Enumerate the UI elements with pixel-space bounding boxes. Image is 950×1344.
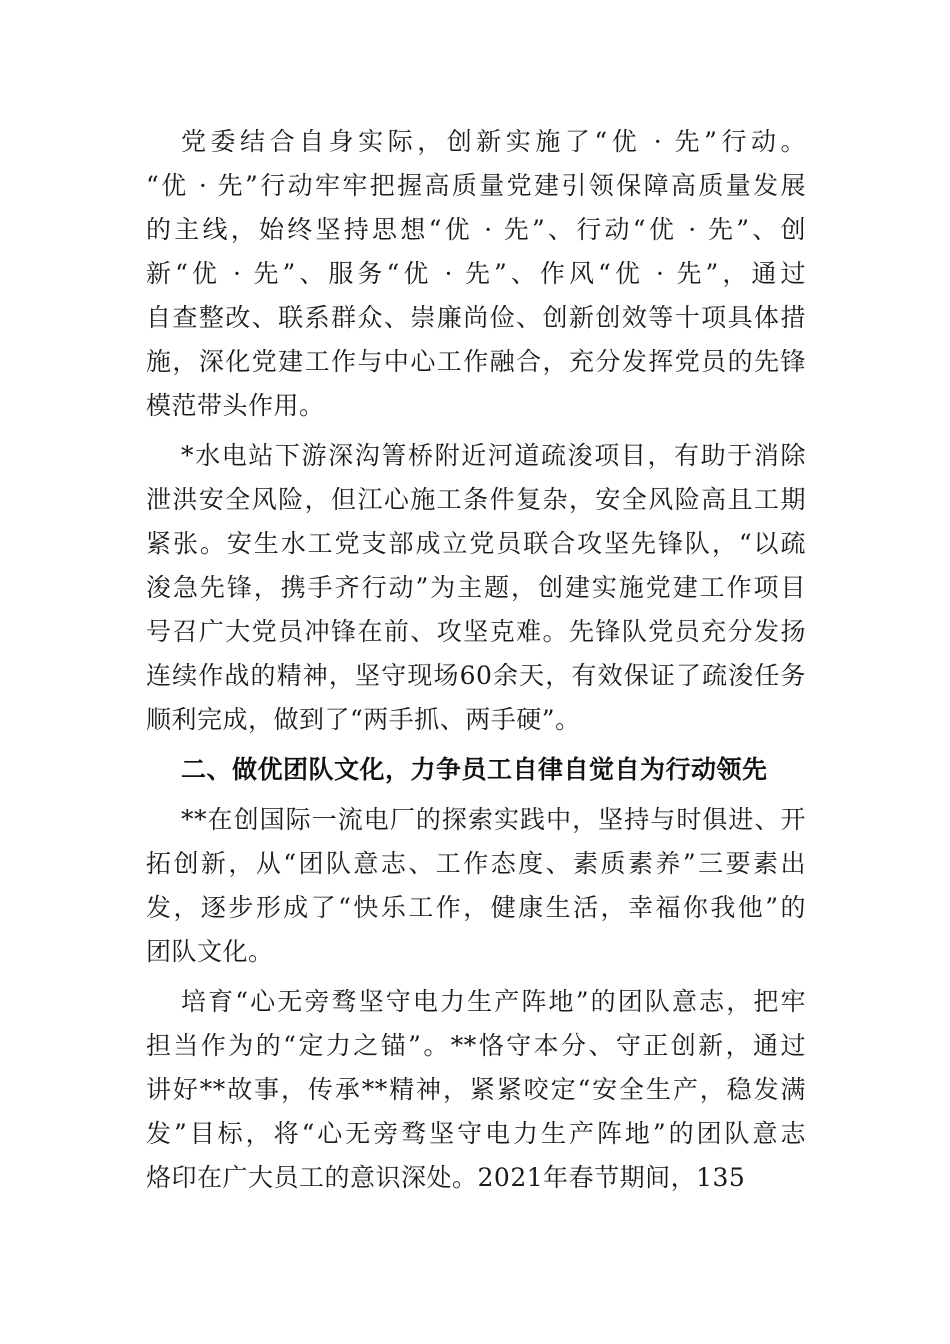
text-line: 模范带头作用。 <box>146 391 325 420</box>
text-line: **在创国际一流电厂的探索实践中，坚持与时俱进、开 <box>181 805 806 834</box>
text-line: 党委结合自身实际，创新实施了“优 · 先”行动。 <box>181 127 806 156</box>
text-line: 发”目标，将“心无旁骛坚守电力生产阵地”的团队意志 <box>146 1119 806 1148</box>
text-line: 烙印在广大员工的意识深处。2021年春节期间，135 <box>146 1163 746 1192</box>
text-line: 泄洪安全风险，但江心施工条件复杂，安全风险高且工期 <box>146 485 806 514</box>
text-line: 团队文化。 <box>146 937 274 966</box>
text-line: 号召广大党员冲锋在前、攻坚克难。先锋队党员充分发扬 <box>146 617 806 646</box>
text-line: 培育“心无旁骛坚守电力生产阵地”的团队意志，把牢 <box>181 987 806 1016</box>
text-line: 讲好**故事，传承**精神，紧紧咬定“安全生产，稳发满 <box>146 1075 806 1104</box>
text-line: 拓创新，从“团队意志、工作态度、素质素养”三要素出 <box>146 849 806 878</box>
text-line: 发，逐步形成了“快乐工作，健康生活，幸福你我他”的 <box>146 893 806 922</box>
text-line: 施，深化党建工作与中心工作融合，充分发挥党员的先锋 <box>146 347 806 376</box>
section-heading: 二、做优团队文化，力争员工自律自觉自为行动领先 <box>181 755 768 784</box>
text-line: 担当作为的“定力之锚”。**恪守本分、守正创新，通过 <box>146 1031 806 1060</box>
text-line: 自查整改、联系群众、崇廉尚俭、创新创效等十项具体措 <box>146 303 806 332</box>
text-line: 连续作战的精神，坚守现场60余天，有效保证了疏浚任务 <box>146 661 806 690</box>
text-line: 新“优 · 先”、服务“优 · 先”、作风“优 · 先”，通过 <box>146 259 806 288</box>
text-line: 顺利完成，做到了“两手抓、两手硬”。 <box>146 705 581 734</box>
text-line: 紧张。安生水工党支部成立党员联合攻坚先锋队，“以疏 <box>146 529 806 558</box>
text-line: 的主线，始终坚持思想“优 · 先”、行动“优 · 先”、创 <box>146 215 806 244</box>
text-line: “优 · 先”行动牢牢把握高质量党建引领保障高质量发展 <box>146 171 806 200</box>
text-line: 浚急先锋，携手齐行动”为主题，创建实施党建工作项目 <box>146 573 806 602</box>
text-line: *水电站下游深沟箐桥附近河道疏浚项目，有助于消除 <box>181 441 806 470</box>
